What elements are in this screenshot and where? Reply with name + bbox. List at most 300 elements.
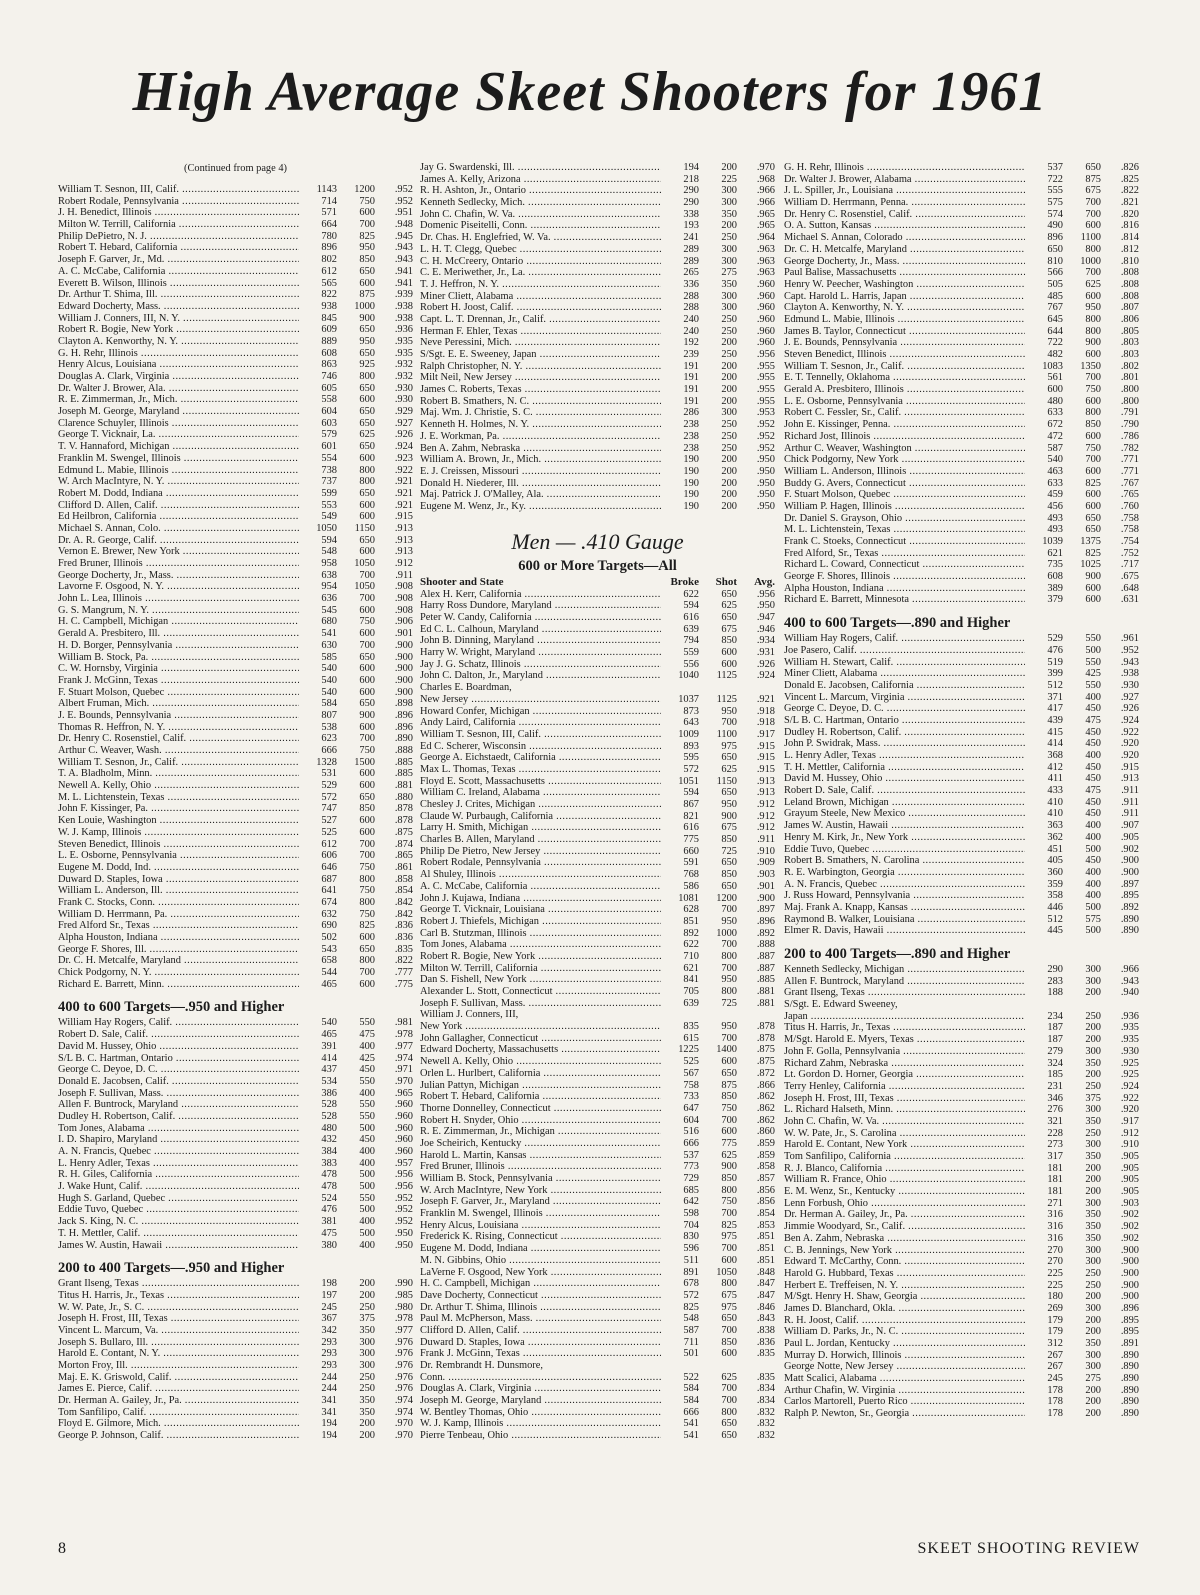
list-item (784, 314, 1139, 326)
section-heading-200-400-950: 200 to 400 Targets—.950 and Higher (58, 1260, 285, 1277)
shot-value: 450 (359, 1134, 375, 1146)
avg-value: .896 (394, 709, 413, 721)
broke-value: 615 (683, 1032, 699, 1044)
shooter-name: George F. Shores, Ill. ..... (58, 944, 299, 956)
shot-value: 600 (359, 721, 375, 733)
shooter-name: G. S. Mangrum, N. Y. ..... (58, 605, 299, 617)
broke-value: 290 (1047, 964, 1063, 975)
list-item (784, 633, 1139, 645)
broke-value: 516 (683, 1126, 699, 1138)
avg-value: .950 (394, 1227, 413, 1239)
broke-value: 538 (321, 721, 337, 733)
broke-value: 540 (321, 663, 337, 675)
avg-value: .843 (756, 1313, 775, 1325)
shot-value: 200 (721, 489, 737, 501)
broke-value: 666 (683, 1406, 699, 1418)
avg-value: .948 (394, 219, 413, 231)
list-item (420, 361, 775, 373)
shooter-name: R. H. Ashton, Jr., Ontario ..... (420, 185, 661, 197)
avg-value: .965 (394, 1087, 413, 1099)
list-item (58, 289, 413, 301)
list-item (784, 1151, 1139, 1163)
broke-value: 722 (1047, 337, 1063, 349)
shot-value: 550 (1085, 656, 1101, 668)
broke-value: 288 (683, 290, 699, 302)
avg-value: .908 (394, 604, 413, 616)
list-item (58, 570, 413, 582)
shooter-name: Clayton A. Kenworthy, N. Y. ..... (784, 302, 1025, 314)
shooter-name: L. H. T. Clegg, Quebec ..... (420, 244, 661, 256)
shot-value: 450 (1085, 855, 1101, 867)
shooter-name: Jay J. G. Schatz, Illinois ..... (420, 659, 661, 671)
shot-value: 750 (1085, 384, 1101, 396)
broke-value: 316 (1047, 1221, 1063, 1233)
broke-value: 633 (1047, 407, 1063, 419)
shot-value: 1050 (354, 581, 375, 593)
shot-value: 650 (721, 1067, 737, 1079)
shot-value: 700 (359, 838, 375, 850)
avg-value: .905 (1120, 1174, 1139, 1186)
shot-value: 825 (721, 1219, 737, 1231)
avg-value: .900 (394, 651, 413, 663)
shooter-name: Arthur C. Weaver, Wash. ..... (58, 745, 299, 757)
avg-value: .976 (394, 1371, 413, 1383)
avg-value: .943 (1120, 656, 1139, 668)
broke-value: 415 (1047, 726, 1063, 738)
shot-value: 725 (721, 997, 737, 1009)
shooter-name: J. E. Workman, Pa. ..... (420, 431, 661, 443)
broke-value: 938 (321, 300, 337, 312)
list-item (420, 1418, 775, 1430)
shot-value: 850 (721, 869, 737, 881)
shooter-name: Leland Brown, Michigan ..... (784, 797, 1025, 809)
broke-value: 336 (683, 278, 699, 290)
shooter-name: Dr. Walter J. Brower, Alabama ..... (784, 174, 1025, 186)
list-item (58, 1337, 413, 1349)
broke-value: 240 (683, 313, 699, 325)
list-item (58, 1430, 413, 1442)
shooter-name: Titus H. Harris, Jr., Texas ..... (58, 1290, 299, 1302)
shooter-name: Capt. Harold L. Harris, Japan ..... (784, 291, 1025, 303)
broke-value: 181 (1047, 1174, 1063, 1186)
list-item (784, 220, 1139, 232)
avg-value: .895 (1120, 890, 1139, 902)
shooter-name: J. E. Bounds, Pennsylvania ..... (58, 710, 299, 722)
broke-value: 873 (683, 705, 699, 717)
list-item (58, 511, 413, 523)
shooter-name: R. E. Zimmerman, Jr., Michigan ..... (420, 1126, 661, 1138)
shooter-name: L. E. Osborne, Pennsylvania ..... (784, 396, 1025, 408)
avg-value: .832 (756, 1418, 775, 1430)
shot-value: 950 (721, 799, 737, 810)
list-item (420, 256, 775, 268)
list-item (420, 787, 775, 799)
shot-value: 625 (1085, 278, 1101, 290)
broke-value: 572 (683, 1289, 699, 1301)
avg-value: .966 (756, 185, 775, 197)
list-item (58, 839, 413, 851)
avg-value: .771 (1120, 454, 1139, 466)
avg-value: .854 (756, 1208, 775, 1220)
shooter-name: William J. Conners, III, (420, 1009, 519, 1021)
avg-value: .771 (1120, 465, 1139, 477)
broke-value: 529 (1047, 633, 1063, 645)
shooter-name: Maj. Frank A. Knapp, Kansas ..... (784, 902, 1025, 914)
shot-value: 250 (1085, 1080, 1101, 1092)
avg-value: .810 (1120, 255, 1139, 267)
shooter-name: George Docherty, Jr., Mass. ..... (784, 256, 1025, 268)
page-number: 8 (58, 1540, 66, 1557)
shot-value: 600 (1085, 220, 1101, 232)
avg-value: .955 (756, 360, 775, 372)
avg-value: .913 (394, 546, 413, 558)
avg-value: .963 (756, 267, 775, 279)
shot-value: 625 (721, 600, 737, 612)
shooter-name: Dr. Walter J. Brower, Ala. ..... (58, 383, 299, 395)
broke-value: 225 (1047, 1279, 1063, 1291)
shooter-name: William R. France, Ohio ..... (784, 1174, 1025, 1186)
broke-value (661, 682, 699, 694)
avg-value: .908 (394, 593, 413, 605)
list-item (784, 1385, 1139, 1397)
shooter-name: Albert Fruman, Mich. ..... (58, 698, 299, 710)
list-item (420, 1044, 775, 1056)
broke-value: 587 (1047, 442, 1063, 454)
broke-value: 476 (321, 1204, 337, 1216)
list-item (420, 729, 775, 741)
broke-value: 621 (1047, 547, 1063, 559)
broke-value: 288 (683, 302, 699, 314)
avg-value: .956 (756, 588, 775, 600)
avg-value: .950 (756, 600, 775, 612)
avg-value: .924 (394, 441, 413, 453)
broke-value: 594 (683, 787, 699, 799)
list-item (784, 478, 1139, 490)
shot-value: 700 (359, 593, 375, 605)
shot-value: 1100 (1080, 232, 1101, 244)
list-item (58, 850, 413, 862)
avg-value: .808 (1120, 267, 1139, 279)
broke-value: 194 (683, 162, 699, 173)
shooter-name: Chesley J. Crites, Michigan ..... (420, 799, 661, 811)
broke-value: 525 (683, 1056, 699, 1068)
avg-value: .957 (394, 1157, 413, 1169)
broke-value: 746 (321, 371, 337, 382)
list-item (420, 1231, 775, 1243)
avg-value: .890 (1120, 1384, 1139, 1396)
shooter-name: Franklin M. Swengel, Illinois ..... (58, 453, 299, 465)
shooter-name: David M. Hussey, Ohio ..... (58, 1041, 299, 1053)
shot-value: 300 (1085, 1139, 1101, 1151)
shooter-name: Paul L. Jordan, Kentucky ..... (784, 1338, 1025, 1350)
list-item (784, 466, 1139, 478)
shooter-name: Ben A. Zahm, Nebraska ..... (420, 443, 661, 455)
shot-value: 300 (721, 185, 737, 197)
broke-value: 368 (1047, 750, 1063, 761)
avg-value: .907 (1120, 820, 1139, 832)
broke-value: 821 (683, 810, 699, 822)
shot-value: 950 (721, 1021, 737, 1033)
broke-value: 511 (683, 1254, 699, 1266)
shot-value: 350 (359, 1395, 375, 1407)
avg-value: .851 (756, 1243, 775, 1255)
shooter-name: Elmer R. Davis, Hawaii ..... (784, 925, 1025, 937)
shooter-name: R. J. Blanco, California ..... (784, 1163, 1025, 1175)
list-item (784, 559, 1139, 571)
broke-value: 575 (1047, 197, 1063, 209)
shooter-name: George A. Eichstaedt, California ..... (420, 752, 661, 764)
list-item (420, 466, 775, 478)
shooter-name: William D. Parks, Jr., N. C. ..... (784, 1326, 1025, 1338)
shooter-name: Joseph F. Garver, Jr., Md. ..... (58, 254, 299, 266)
shot-value: 700 (721, 904, 737, 916)
avg-value: .887 (756, 950, 775, 962)
avg-value: .960 (394, 1110, 413, 1122)
list-item (420, 1255, 775, 1267)
shooter-name: Dudley H. Robertson, Calif. ..... (58, 1111, 299, 1123)
avg-value: .895 (1120, 1314, 1139, 1326)
avg-value: .943 (394, 254, 413, 266)
avg-value: .892 (756, 927, 775, 939)
avg-value: .915 (394, 511, 413, 523)
shot-value: 900 (721, 810, 737, 822)
avg-value: .820 (1120, 208, 1139, 220)
list-item (420, 1325, 775, 1337)
shooter-name: Morton Froy, Ill. ..... (58, 1360, 299, 1372)
list-item (784, 1139, 1139, 1151)
broke-value: 412 (1047, 761, 1063, 773)
avg-value: .921 (394, 499, 413, 511)
shooter-name: Robert B. Smathers, N. Carolina ..... (784, 855, 1025, 867)
broke-value: 645 (1047, 313, 1063, 325)
shooter-name: Vincent L. Marcum, Virginia ..... (784, 692, 1025, 704)
list-item (420, 1138, 775, 1150)
shooter-name: Lt. Gordon D. Horner, Georgia ..... (784, 1069, 1025, 1081)
avg-value: .875 (756, 1044, 775, 1056)
shooter-name: Lenn Forbush, Ohio ..... (784, 1198, 1025, 1210)
shot-value: 600 (1085, 290, 1101, 302)
shot-value: 600 (359, 932, 375, 943)
shot-value: 200 (359, 1278, 375, 1290)
broke-value: 191 (683, 360, 699, 372)
list-item (784, 174, 1139, 186)
broke-value: 187 (1047, 1022, 1063, 1034)
shot-value: 200 (721, 477, 737, 489)
broke-value: 178 (1047, 1396, 1063, 1408)
shooter-name: Newell A. Kelly, Ohio ..... (58, 780, 299, 792)
broke-value: 238 (683, 419, 699, 431)
list-item (420, 384, 775, 396)
list-item (784, 890, 1139, 902)
avg-value: .890 (1120, 1396, 1139, 1408)
list-item (784, 513, 1139, 525)
broke-value: 767 (1047, 302, 1063, 314)
list-item (58, 394, 413, 406)
avg-value: .956 (394, 1181, 413, 1193)
shot-value: 850 (721, 635, 737, 647)
shot-value: 550 (359, 1099, 375, 1111)
section-heading-400-600-890: 400 to 600 Targets—.890 and Higher (784, 615, 1011, 632)
broke-value: 346 (1047, 1092, 1063, 1104)
shot-value: 400 (1085, 831, 1101, 843)
shooter-name: Herman F. Ehler, Texas ..... (420, 326, 661, 338)
list-item (420, 267, 775, 279)
broke-value: 802 (321, 254, 337, 266)
list-item (784, 657, 1139, 669)
broke-value: 954 (321, 581, 337, 593)
shooter-name: L. Richard Halseth, Minn. ..... (784, 1104, 1025, 1116)
list-item (58, 1193, 413, 1205)
broke-value: 958 (321, 558, 337, 569)
broke-value: 359 (1047, 878, 1063, 890)
avg-value: .821 (1120, 197, 1139, 209)
broke-value: 363 (1047, 820, 1063, 832)
avg-value: .913 (394, 522, 413, 534)
broke-value: 612 (321, 265, 337, 277)
shooter-name: Jay G. Swardenski, Ill. ..... (420, 162, 661, 174)
shooter-name: S/Sgt. E. Edward Sweeney, (784, 999, 898, 1011)
shot-value: 275 (1085, 1373, 1101, 1385)
avg-value: .842 (394, 896, 413, 908)
list-item (420, 624, 775, 636)
shooter-name: William Hay Rogers, Calif. ..... (784, 633, 1025, 645)
broke-value: 690 (321, 920, 337, 932)
shot-value: 900 (1085, 337, 1101, 349)
shooter-name: Richard E. Barrett, Minn. ..... (58, 979, 299, 991)
broke-value: 191 (683, 384, 699, 396)
broke-value: 218 (683, 173, 699, 185)
broke-value: 633 (1047, 477, 1063, 489)
list-item (784, 1245, 1139, 1257)
avg-value: .842 (394, 908, 413, 920)
list-item (420, 986, 775, 998)
shooter-name: Maj. Patrick J. O'Malley, Ala. ..... (420, 489, 661, 501)
shot-value: 700 (1085, 197, 1101, 209)
list-item (784, 976, 1139, 988)
shooter-name: Miner Cliett, Alabama ..... (784, 668, 1025, 680)
list-item (784, 680, 1139, 692)
shooter-name: Vernon E. Brewer, New York ..... (58, 546, 299, 558)
shooter-name: Richard L. Coward, Connecticut ..... (784, 559, 1025, 571)
avg-value: .964 (756, 232, 775, 244)
broke-value: 586 (683, 880, 699, 892)
shooter-name: L. Henry Adler, Texas ..... (784, 750, 1025, 762)
shot-value: 200 (1085, 1384, 1101, 1396)
broke-value: 733 (683, 1091, 699, 1103)
avg-value: .895 (1120, 1326, 1139, 1338)
shot-value: 950 (721, 915, 737, 927)
shooter-name: James W. Austin, Hawaii ..... (58, 1240, 299, 1252)
list-item (784, 832, 1139, 844)
avg-value: .801 (1120, 372, 1139, 384)
shot-value: 675 (721, 1289, 737, 1301)
avg-value: .960 (756, 313, 775, 325)
list-item (58, 874, 413, 886)
broke-value: 362 (1047, 831, 1063, 843)
list-item (58, 593, 413, 605)
avg-value: .782 (1120, 442, 1139, 454)
avg-value: .911 (1121, 785, 1139, 797)
list-item (420, 1126, 775, 1138)
shot-value: 300 (1085, 1197, 1101, 1209)
list-item (58, 1278, 413, 1290)
shot-value: 250 (359, 1383, 375, 1395)
shot-value: 750 (359, 616, 375, 628)
avg-value: .960 (394, 1099, 413, 1111)
list-item (58, 523, 413, 535)
broke-value: 1037 (678, 693, 699, 705)
shooter-name: John F. Kissinger, Pa. ..... (58, 803, 299, 815)
broke-value: 572 (683, 763, 699, 775)
list-item (420, 1220, 775, 1232)
avg-value: .900 (1120, 1279, 1139, 1291)
shot-value: 850 (1085, 419, 1101, 431)
shooter-name: Joe Pasero, Calif. ..... (784, 645, 1025, 657)
avg-value: .890 (1120, 1373, 1139, 1385)
shooter-name: John B. Dinning, Maryland ..... (420, 635, 661, 647)
avg-value: .922 (1120, 1092, 1139, 1104)
list-col2-b (420, 589, 775, 1442)
avg-value: .970 (394, 1430, 413, 1442)
avg-value: .822 (1120, 185, 1139, 197)
broke-value: 616 (683, 822, 699, 834)
broke-value: 1083 (1042, 360, 1063, 372)
shot-value: 600 (1085, 594, 1101, 606)
list-item (58, 979, 413, 991)
shooter-name: William Hay Rogers, Calif. ..... (58, 1017, 299, 1029)
shot-value: 200 (721, 372, 737, 384)
shooter-name: T. V. Hannaford, Michigan ..... (58, 441, 299, 453)
shooter-name: Paul M. McPherson, Mass. ..... (420, 1313, 661, 1325)
list-item (420, 1161, 775, 1173)
broke-value: 190 (683, 465, 699, 477)
broke-value: 228 (1047, 1127, 1063, 1139)
avg-value: .897 (756, 904, 775, 916)
shot-value: 950 (721, 705, 737, 717)
avg-value: .927 (394, 417, 413, 429)
broke-value: 591 (683, 857, 699, 869)
shooter-name: L. E. Osborne, Pennsylvania ..... (58, 850, 299, 862)
shot-value: 1000 (716, 927, 737, 939)
list-item (420, 1243, 775, 1255)
list-col1-c (58, 1278, 413, 1442)
shot-value: 750 (721, 1196, 737, 1208)
shooter-name: Tom Sanfilipo, Calif. ..... (58, 1407, 299, 1419)
shot-value: 350 (1085, 1221, 1101, 1233)
shot-value: 400 (1085, 866, 1101, 878)
shooter-name: Charles E. Boardman, (420, 682, 512, 694)
shot-value: 200 (721, 337, 737, 349)
list-item (420, 1150, 775, 1162)
broke-value: 239 (683, 349, 699, 360)
broke-value: 286 (683, 407, 699, 419)
avg-value: .903 (756, 869, 775, 881)
shooter-name: Al Shuley, Illinois ..... (420, 869, 661, 881)
broke-value: 290 (683, 185, 699, 197)
shooter-name: Donald E. Jacobsen, California ..... (784, 680, 1025, 692)
shot-value: 625 (359, 429, 375, 441)
shooter-name: Eugene M. Dodd, Ind. ..... (58, 862, 299, 874)
list-item (58, 278, 413, 290)
broke-value: 810 (1047, 255, 1063, 267)
broke-value: 638 (321, 569, 337, 581)
shot-value: 850 (359, 803, 375, 815)
shooter-name: Buddy G. Avers, Connecticut ..... (784, 478, 1025, 490)
list-item (784, 1198, 1139, 1210)
shooter-name: Arthur Chafin, W. Virginia ..... (784, 1385, 1025, 1397)
list-item (58, 1348, 413, 1360)
shot-value: 650 (721, 588, 737, 600)
